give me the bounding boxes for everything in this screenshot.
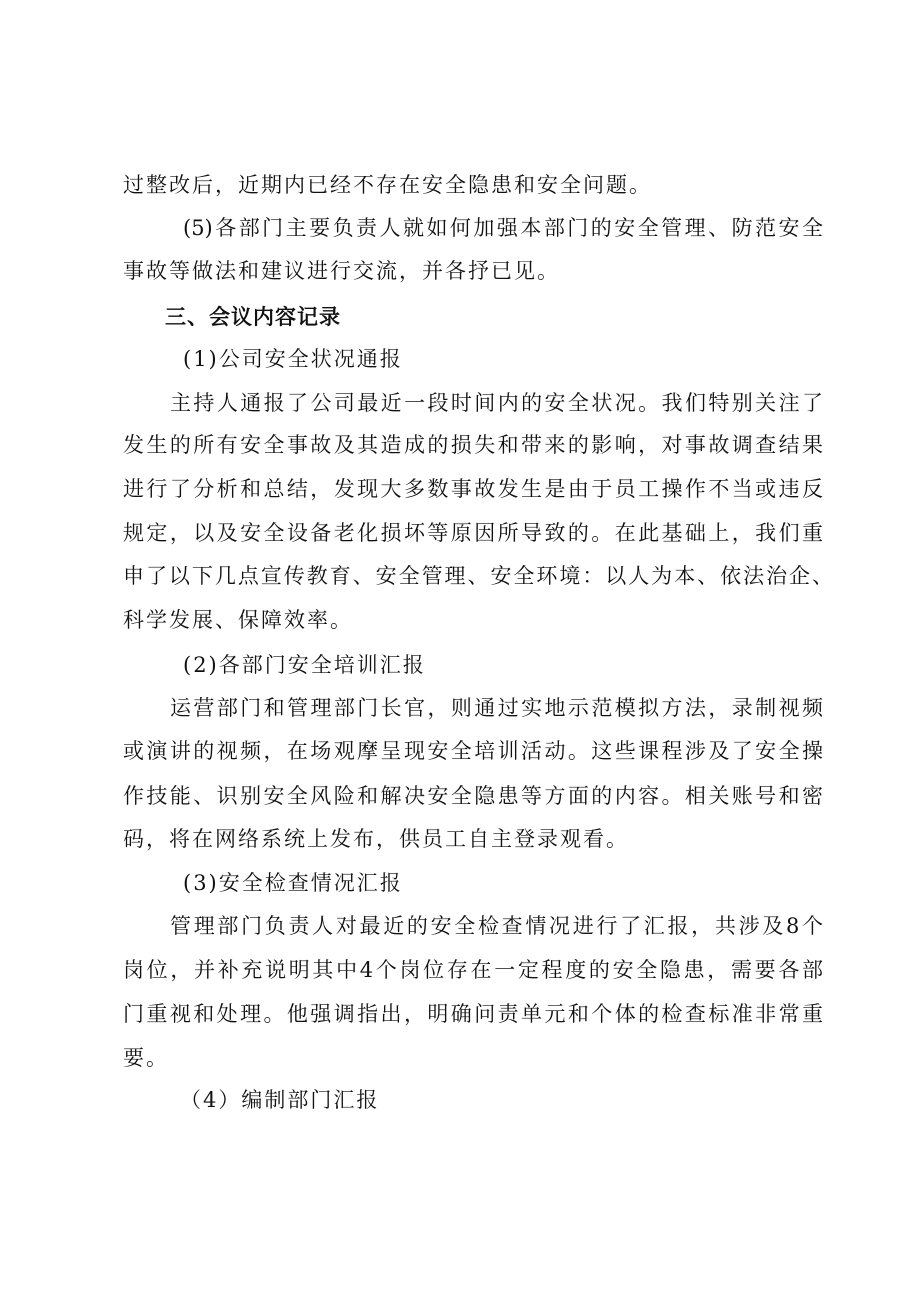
subsection-heading: (1)公司安全状况通报 <box>183 347 403 371</box>
paragraph-line: 申了以下几点宣传教育、安全管理、安全环境：以人为本、依法治企、 <box>123 564 833 588</box>
paragraph-line: 进行了分析和总结，发现大多数事故发生是由于员工操作不当或违反 <box>123 477 823 501</box>
paragraph-line: 门重视和处理。他强调指出，明确问责单元和个体的检查标准非常重 <box>123 1002 823 1026</box>
paragraph-line: 过整改后，近期内已经不存在安全隐患和安全问题。 <box>123 173 652 197</box>
subsection-heading: （4）编制部门汇报 <box>180 1088 380 1112</box>
paragraph-line: 码，将在网络系统上发布，供员工自主登录观看。 <box>123 827 629 851</box>
subsection-heading: (3)安全检查情况汇报 <box>183 871 403 895</box>
paragraph-line: 主持人通报了公司最近一段时间内的安全状况。我们特别关注了 <box>170 391 823 415</box>
subsection-heading: (2)各部门安全培训汇报 <box>183 653 426 677</box>
paragraph-line: 或演讲的视频，在场观摩呈现安全培训活动。这些课程涉及了安全操 <box>123 739 823 763</box>
list-item-5: (5)各部门主要负责人就如何加强本部门的安全管理、防范安全 <box>183 216 823 240</box>
paragraph-line: 作技能、识别安全风险和解决安全隐患等方面的内容。相关账号和密 <box>123 784 823 808</box>
paragraph-line: 事故等做法和建议进行交流，并各抒已见。 <box>123 259 560 283</box>
paragraph-line: 规定，以及安全设备老化损坏等原因所导致的。在此基础上，我们重 <box>123 521 823 545</box>
paragraph-line: 岗位，并补充说明其中4个岗位存在一定程度的安全隐患，需要各部 <box>123 958 823 982</box>
paragraph-line: 科学发展、保障效率。 <box>123 608 353 632</box>
paragraph-line: 管理部门负责人对最近的安全检查情况进行了汇报，共涉及8个 <box>170 914 823 938</box>
paragraph-line: 要。 <box>123 1046 169 1070</box>
paragraph-line: 发生的所有安全事故及其造成的损失和带来的影响，对事故调查结果 <box>123 433 823 457</box>
paragraph-line: 运营部门和管理部门长官，则通过实地示范模拟方法，录制视频 <box>170 696 823 720</box>
section-heading: 三、会议内容记录 <box>165 305 341 329</box>
